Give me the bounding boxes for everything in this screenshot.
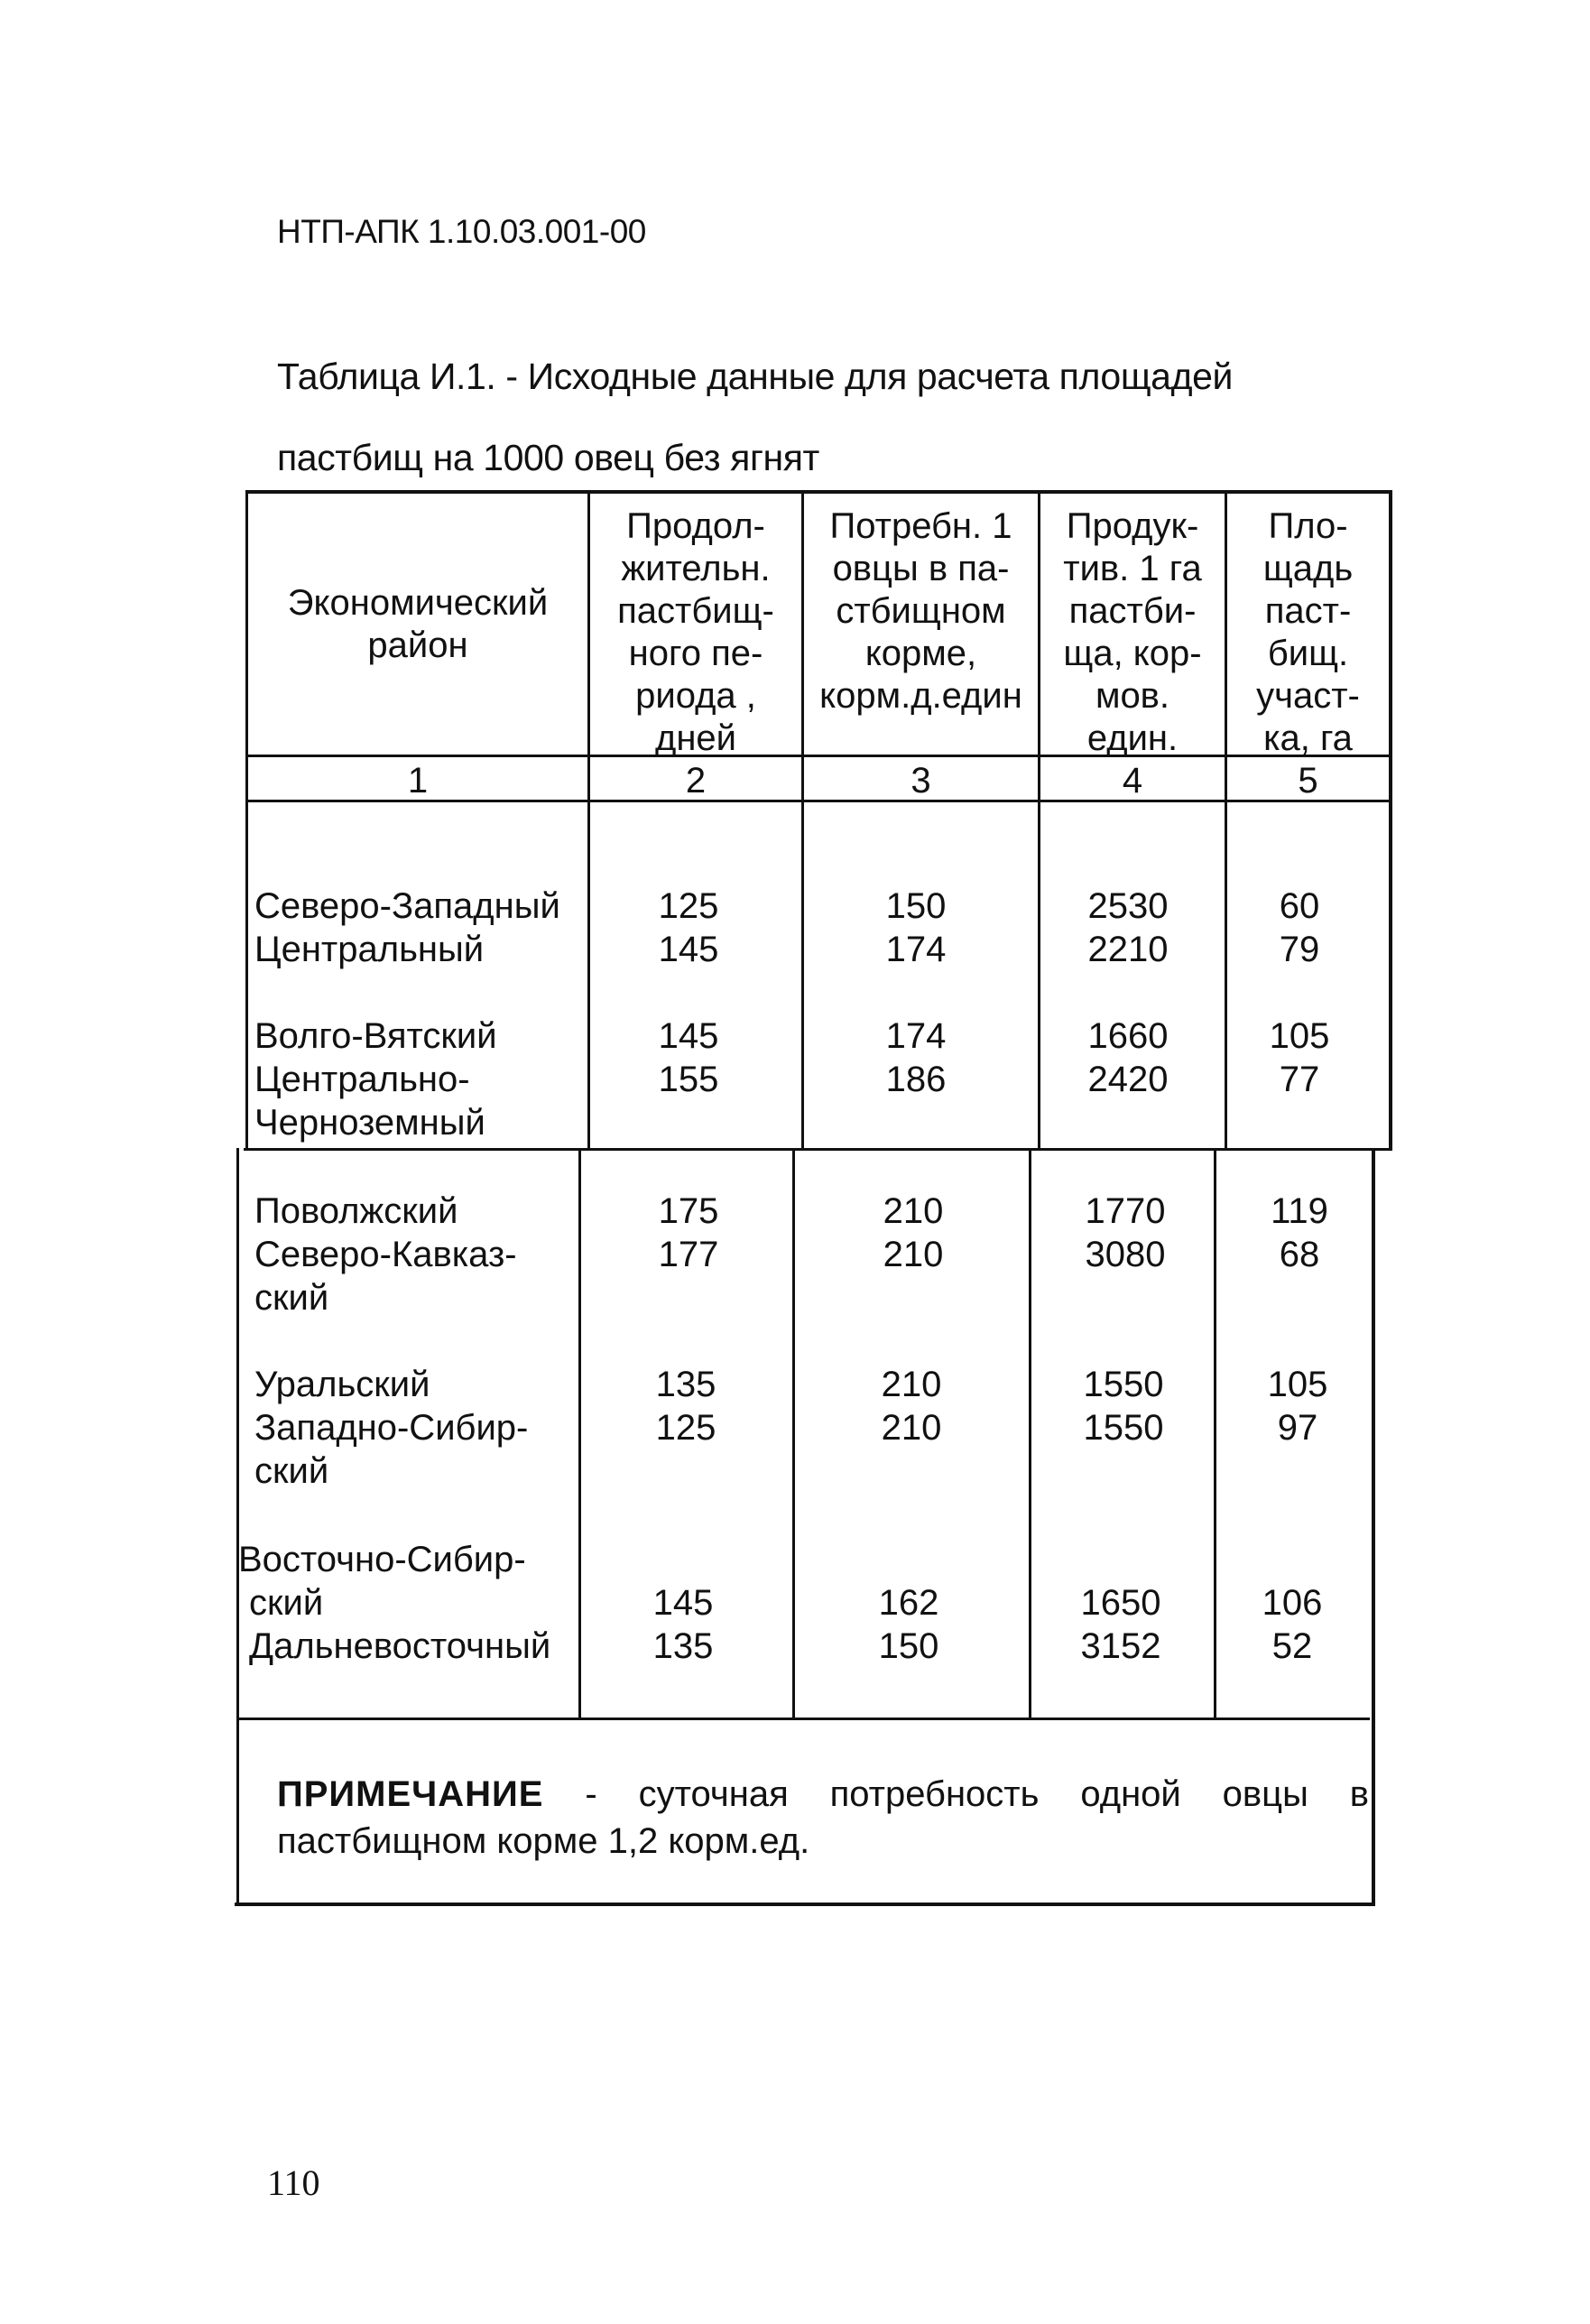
region-name: Северо-Кавказ- [254,1235,517,1274]
region-name-continued: ский [254,1278,329,1318]
note-label: ПРИМЕЧАНИЕ [277,1774,544,1814]
duration-value: 145 [658,1016,719,1056]
need-value: 150 [878,1626,939,1666]
need-value: 210 [883,1191,944,1231]
header-need: Потребн. 1 овцы в па- стбищном корме, корм.д.един [819,506,1022,716]
productivity-value: 2530 [1087,886,1169,926]
caption-line-1: Таблица И.1. - Исходные данные для расчета площадей [277,356,1233,397]
area-value: 60 [1279,886,1320,926]
productivity-value: 3080 [1085,1235,1166,1274]
area-value: 68 [1279,1235,1320,1274]
region-name: Северо-Западный [254,886,560,926]
duration-value: 135 [652,1626,714,1666]
region-name: Восточно-Сибир- [238,1540,526,1579]
need-value: 210 [883,1235,944,1274]
header-region: Экономический район [287,583,549,665]
duration-value: 135 [655,1365,716,1404]
header-productivity: Продук- тив. 1 га пастби- ща, кор- мов. един. [1063,506,1202,758]
region-name: Поволжский [254,1191,458,1231]
productivity-value: 1770 [1085,1191,1166,1231]
header-duration: Продол- жительн. пастбищ- ного пе- риода , дней [617,506,774,758]
area-value: 105 [1267,1365,1328,1404]
region-name: Дальневосточный [249,1626,551,1666]
region-name: Центральный [254,930,485,969]
table-caption [277,336,1360,498]
region-name: Западно-Сибир- [254,1408,529,1448]
productivity-value: 2420 [1087,1060,1169,1099]
area-value: 97 [1277,1408,1318,1448]
need-value: 150 [885,886,947,926]
body-bottom-rule [236,1718,1370,1720]
need-value: 174 [885,930,947,969]
duration-value: 175 [658,1191,719,1231]
table-top-border [245,490,1392,494]
group-divider-rule [244,1148,1392,1151]
productivity-value: 1650 [1080,1583,1161,1623]
note-text: - суточная потребность одной овцы в пастбищном корме 1,2 корм.ед. [277,1774,1369,1861]
need-value: 210 [881,1365,942,1404]
column-number-3: 3 [911,761,931,801]
region-name-continued: ский [254,1451,329,1491]
productivity-value: 2210 [1087,930,1169,969]
duration-value: 125 [658,886,719,926]
header-bottom-rule [245,755,1392,757]
document-code: НТП-АПК 1.10.03.001-00 [277,213,646,250]
column-number-4: 4 [1122,761,1143,801]
caption-line-2: пастбищ на 1000 овец без ягнят [277,437,819,478]
region-name: Центрально- [254,1060,470,1099]
area-value: 105 [1269,1016,1330,1056]
table-left-border-lower [236,1148,239,1906]
need-value: 174 [885,1016,947,1056]
area-value: 52 [1271,1626,1313,1666]
column-number-5: 5 [1298,761,1318,801]
column-number-1: 1 [407,761,429,801]
column-number-2: 2 [685,761,707,801]
region-name-continued: Черноземный [254,1103,485,1143]
duration-value: 145 [658,930,719,969]
header-area: Пло- щадь паст- бищ. участ- ка, га [1256,506,1360,758]
region-name-continued: ский [249,1583,324,1623]
table-note [277,1771,1369,1865]
duration-value: 155 [658,1060,719,1099]
productivity-value: 1550 [1083,1408,1164,1448]
duration-value: 145 [652,1583,714,1623]
duration-value: 177 [658,1235,719,1274]
table-bottom-border [235,1903,1375,1906]
page-number: 110 [267,2162,320,2203]
region-name: Волго-Вятский [254,1016,497,1056]
productivity-value: 1660 [1087,1016,1169,1056]
area-value: 77 [1279,1060,1320,1099]
need-value: 162 [878,1583,939,1623]
need-value: 186 [885,1060,947,1099]
duration-value: 125 [655,1408,716,1448]
col-divider-2-lower [792,1148,795,1718]
need-value: 210 [881,1408,942,1448]
area-value: 106 [1262,1583,1323,1623]
area-value: 119 [1271,1191,1328,1231]
productivity-value: 1550 [1083,1365,1164,1404]
area-value: 79 [1279,930,1320,969]
region-name: Уральский [254,1365,430,1404]
productivity-value: 3152 [1080,1626,1161,1666]
